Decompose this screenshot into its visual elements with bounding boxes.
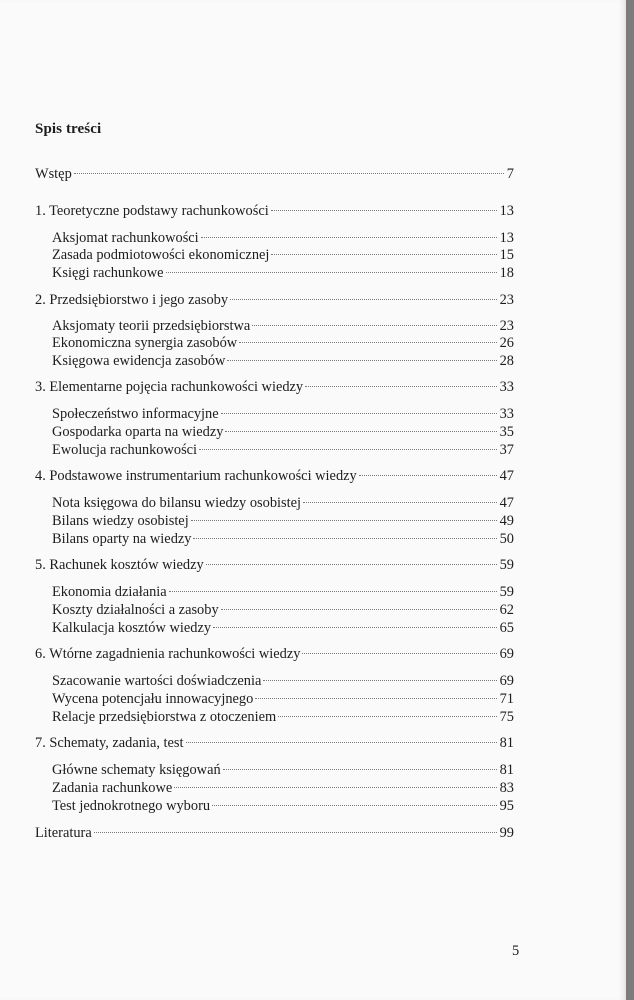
toc-entry-label: Szacowanie wartości doświadczenia [52, 673, 262, 689]
dot-leader [302, 652, 496, 654]
toc-entry-label: Zasada podmiotowości ekonomicznej [52, 247, 270, 263]
toc-subentry [52, 671, 514, 691]
dot-leader [271, 209, 497, 211]
toc-entry-label: Literatura [35, 825, 92, 841]
dot-leader [169, 590, 497, 592]
toc-entry-page: 13 [499, 203, 514, 219]
toc-entry-label: Koszty działalności a zasoby [52, 602, 219, 618]
toc-entry-page: 99 [499, 825, 514, 841]
toc-entry-page: 69 [499, 646, 514, 662]
toc-entry-label: Zadania rachunkowe [52, 780, 173, 796]
toc-chapter [35, 644, 514, 664]
dot-leader [227, 359, 496, 361]
toc-heading: Spis treści [35, 121, 102, 137]
toc-chapter [35, 733, 514, 753]
toc-entry-label: Bilans wiedzy osobistej [52, 513, 189, 529]
dot-leader [359, 474, 497, 476]
toc-subentry [52, 333, 514, 353]
toc-entry [35, 823, 514, 843]
toc-entry-page: 50 [499, 531, 514, 547]
toc-entry-label: 1. Teoretyczne podstawy rachunkowości [35, 203, 269, 219]
dot-leader [305, 385, 496, 387]
toc-entry-page: 33 [499, 406, 514, 422]
toc-entry-label: 6. Wtórne zagadnienia rachunkowości wiedzy [35, 646, 301, 662]
toc-entry-label: Bilans oparty na wiedzy [52, 531, 192, 547]
dot-leader [230, 298, 497, 300]
toc-entry-page: 37 [499, 442, 514, 458]
toc-entry-page: 15 [499, 247, 514, 263]
toc-subentry [52, 440, 514, 460]
toc-subentry [52, 404, 514, 424]
toc-entry-page: 18 [499, 265, 514, 281]
toc-entry-page: 69 [499, 673, 514, 689]
toc-entry-label: 4. Podstawowe instrumentarium rachunkowości wiedzy [35, 468, 357, 484]
toc-entry-page: 62 [499, 602, 514, 618]
toc-entry-label: 7. Schematy, zadania, test [35, 735, 184, 751]
toc-subentry [52, 707, 514, 727]
toc-entry-page: 59 [499, 557, 514, 573]
toc-subentry [52, 600, 514, 620]
toc-subentry [52, 422, 514, 442]
page-number: 5 [512, 943, 520, 959]
dot-leader [225, 430, 496, 432]
toc-entry-label: Ekonomiczna synergia zasobów [52, 335, 238, 351]
dot-leader [212, 804, 497, 806]
toc-entry-label: Kalkulacja kosztów wiedzy [52, 620, 212, 636]
toc-entry-page: 75 [499, 709, 514, 725]
toc-entry-label: Społeczeństwo informacyjne [52, 406, 219, 422]
dot-leader [239, 341, 496, 343]
dot-leader [255, 697, 496, 699]
toc-entry-page: 28 [499, 353, 514, 369]
dot-leader [199, 448, 497, 450]
toc-entry-page: 7 [506, 166, 514, 182]
dot-leader [221, 412, 497, 414]
dot-leader [186, 741, 497, 743]
toc-entry-label: 5. Rachunek kosztów wiedzy [35, 557, 204, 573]
toc-chapter [35, 555, 514, 575]
toc-entry-label: Wstęp [35, 166, 72, 182]
toc-subentry [52, 511, 514, 531]
dot-leader [303, 501, 497, 503]
dot-leader [223, 768, 497, 770]
toc-subentry [52, 618, 514, 638]
toc-entry-label: Ekonomia działania [52, 584, 167, 600]
toc-entry-label: Główne schematy księgowań [52, 762, 221, 778]
toc-subentry [52, 778, 514, 798]
toc-entry-label: Test jednokrotnego wyboru [52, 798, 211, 814]
toc-subentry [52, 529, 514, 549]
dot-leader [278, 715, 496, 717]
toc-subentry [52, 582, 514, 602]
toc-entry-label: Nota księgowa do bilansu wiedzy osobistej [52, 495, 301, 511]
dot-leader [174, 786, 496, 788]
toc-subentry [52, 493, 514, 513]
toc-entry-page: 23 [499, 292, 514, 308]
dot-leader [271, 253, 496, 255]
toc-entry-label: Ewolucja rachunkowości [52, 442, 198, 458]
toc-chapter [35, 377, 514, 397]
dot-leader [213, 626, 497, 628]
toc-entry-page: 81 [499, 735, 514, 751]
toc-entry-label: Księgowa ewidencja zasobów [52, 353, 226, 369]
toc-entry-page: 65 [499, 620, 514, 636]
toc-chapter [35, 201, 514, 221]
toc-entry-page: 71 [499, 691, 514, 707]
dot-leader [263, 679, 496, 681]
toc-entry-label: Aksjomat rachunkowości [52, 230, 199, 246]
toc-chapter [35, 290, 514, 310]
toc-entry-page: 81 [499, 762, 514, 778]
dot-leader [252, 324, 496, 326]
toc-subentry [52, 263, 514, 283]
toc-entry-page: 49 [499, 513, 514, 529]
toc-subentry [52, 245, 514, 265]
dot-leader [201, 236, 497, 238]
dot-leader [221, 608, 497, 610]
toc-entry-label: 3. Elementarne pojęcia rachunkowości wiedzy [35, 379, 304, 395]
toc-entry-label: Gospodarka oparta na wiedzy [52, 424, 224, 440]
toc-entry-page: 33 [499, 379, 514, 395]
toc-entry-page: 95 [499, 798, 514, 814]
toc-entry-page: 59 [499, 584, 514, 600]
toc-entry-label: Księgi rachunkowe [52, 265, 164, 281]
toc-subentry [52, 760, 514, 780]
dot-leader [206, 563, 497, 565]
toc-chapter [35, 466, 514, 486]
toc-entry-page: 47 [499, 495, 514, 511]
dot-leader [94, 831, 497, 833]
dot-leader [166, 271, 497, 273]
toc-subentry [52, 689, 514, 709]
toc-entry-label: Aksjomaty teorii przedsiębiorstwa [52, 318, 251, 334]
toc-entry-label: Wycena potencjału innowacyjnego [52, 691, 254, 707]
toc-entry-page: 26 [499, 335, 514, 351]
toc-subentry [52, 351, 514, 371]
dot-leader [193, 537, 496, 539]
toc-entry-label: 2. Przedsiębiorstwo i jego zasoby [35, 292, 229, 308]
toc-entry-page: 23 [499, 318, 514, 334]
toc-entry-page: 83 [499, 780, 514, 796]
toc-subentry [52, 796, 514, 816]
dot-leader [191, 519, 497, 521]
toc-entry-page: 35 [499, 424, 514, 440]
toc-entry-label: Relacje przedsiębiorstwa z otoczeniem [52, 709, 277, 725]
toc-entry-page: 13 [499, 230, 514, 246]
dot-leader [74, 172, 504, 174]
toc-entry-page: 47 [499, 468, 514, 484]
toc-entry [35, 164, 514, 184]
